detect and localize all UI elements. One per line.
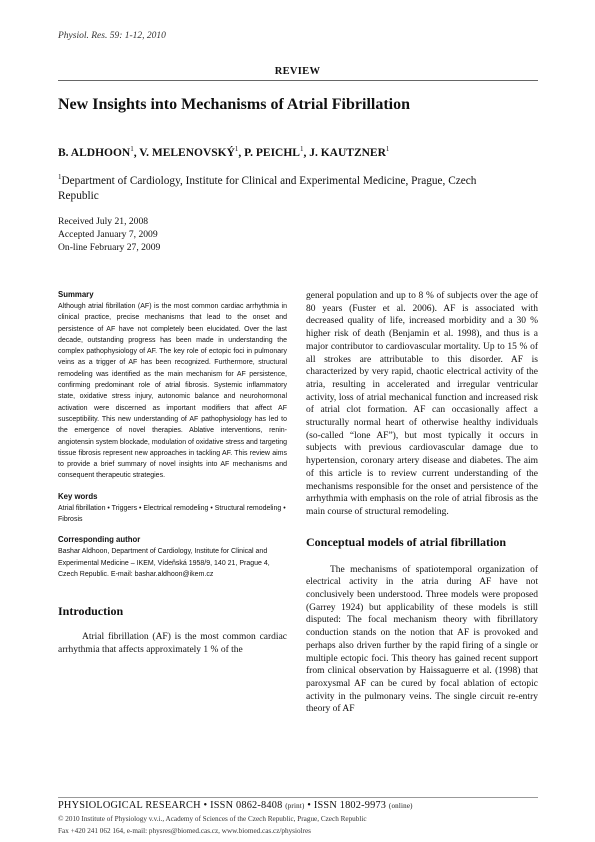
article-dates [58, 215, 160, 254]
footer-divider [58, 797, 538, 798]
corresponding-author-text: Bashar Aldhoon, Department of Cardiology, Institute for Clinical and Experimental Medicine – IKEM, Vídeňská 1958/9, 140 21, Prague 4, Czech Republic. E-mail: bashar.aldhoon@ikem.cz [58, 548, 270, 578]
introduction-heading: Introduction [58, 604, 124, 619]
author-name: V. MELENOVSKÝ [139, 146, 235, 159]
affiliation-text: Department of Cardiology, Institute for Clinical and Experimental Medicine, Prague, Czech Republic [58, 174, 477, 202]
conceptual-models-heading: Conceptual models of atrial fibrillation [306, 534, 506, 549]
header-divider [58, 80, 538, 81]
author-list [58, 145, 538, 159]
author-superscript: 1 [299, 145, 304, 153]
affiliation-superscript: 1 [58, 173, 62, 181]
body-paragraph: general population and up to 8 % of subjects over the age of 80 years (Fuster et al. 2006). AF is associated with decreased quality of life, increased morbidity and a 30 % higher risk of death (Benjamin et al. 1998), and thus is a major contributor to cardiovascular mortality. Up to 15 % of all strokes are attributable to this disorder. AF is characterized by very rapid, chaotic electrical activity of the atria, resulting in accelerated and irregular ventricular activity, loss of atrial mechanical function and increased risk of atrial clot formation. AF can occasionally affect a structurally normal heart of otherwise healthy individuals (so-called “lone AF”), but most typically it occurs in subjects with previous cardiovascular damage due to hypertension, coronary artery disease and diabetes. The aim of this article is to review current understanding of the mechanisms responsible for the onset and persistence of the arrhythmia with emphasis on the role of atrial fibrosis as the main course of structural remodeling. [306, 291, 538, 517]
author-name: P. PEICHL [244, 146, 300, 159]
author-superscript: 1 [130, 145, 134, 153]
footer-issn-print: PHYSIOLOGICAL RESEARCH • ISSN 0862-8408 [58, 800, 286, 811]
online-date: On-line February 27, 2009 [58, 242, 161, 253]
footer-issn-online: • ISSN 1802-9973 [304, 800, 389, 811]
footer-print-note: (print) [285, 802, 305, 810]
keywords-heading: Key words [58, 491, 98, 501]
introduction-text: Atrial fibrillation (AF) is the most common cardiac arrhythmia that affects approximately 1 % of the [58, 632, 287, 655]
corresponding-author-heading: Corresponding author [58, 535, 141, 545]
footer-issn [58, 800, 413, 811]
article-title: New Insights into Mechanisms of Atrial Fibrillation [58, 96, 411, 113]
accepted-date: Accepted January 7, 2009 [58, 229, 158, 240]
affiliation [58, 170, 508, 204]
left-column [58, 290, 287, 657]
keywords-text: Atrial fibrillation • Triggers • Electrical remodeling • Structural remodeling • Fibrosis [58, 504, 286, 524]
author-separator: , [133, 146, 140, 159]
author-name: J. KAUTZNER [309, 146, 386, 159]
author-separator: , [238, 146, 245, 159]
section-label: REVIEW [274, 66, 321, 77]
author-separator: , [303, 146, 310, 159]
author-superscript: 1 [385, 145, 390, 153]
author-superscript: 1 [234, 145, 239, 153]
footer-contact: Fax +420 241 062 164, e-mail: physres@biomed.cas.cz, www.biomed.cas.cz/physiolres [58, 827, 311, 835]
summary-text: Although atrial fibrillation (AF) is the most common cardiac arrhythmia in clinical practice, precise mechanisms that lead to the onset and persistence of AF have not completely been elucidated. Over the last decade, outstanding progress has been made in understanding the complex pathophysiology of AF. The key role of ectopic foci in pulmonary veins as a trigger of AF has been recognized. Furthermore, structural remodeling was identified as the main mechanism for AF persistence, confirming predominant role of atrial fibrosis. Systemic inflammatory state, oxidative stress injury, autonomic balance and neurohormonal activation were discerned as important modifiers that affect AF susceptibility. This new understanding of AF pathophysiology has led to the emergence of novel therapies. Ablative interventions, renin-angiotensin system blockade, modulation of oxidative stress and targeting tissue fibrosis represent new approaches in tackling AF. This review aims to provide a brief summary of novel insights into AF mechanisms and consequent therapeutic strategies. [58, 303, 287, 480]
received-date: Received July 21, 2008 [58, 216, 149, 227]
journal-reference: Physiol. Res. 59: 1-12, 2010 [58, 31, 166, 41]
footer-copyright: © 2010 Institute of Physiology v.v.i., Academy of Sciences of the Czech Republic, Prague, Czech Republic [58, 815, 367, 823]
footer-online-note: (online) [388, 802, 413, 810]
right-column [306, 290, 538, 716]
author-name: B. ALDHOON [58, 146, 131, 159]
summary-heading: Summary [58, 290, 94, 299]
body-paragraph: The mechanisms of spatiotemporal organization of electrical activity in the atria during AF have not conclusively been understood. Three models were proposed (Garrey 1924) but applicability of these models is still disputed: The focal mechanism theory with fibrillatory conduction stands on the notion that AF is provoked and perhaps also driven further by the rapid firing of a single or multiple ectopic foci. This theory has gained recent support from clinical observation by Haissaguerre et al. (1998) that paroxysmal AF can be cured by focal ablation of ectopic activity in the pulmonary veins. The single circuit re-entry theory of AF [306, 564, 538, 715]
